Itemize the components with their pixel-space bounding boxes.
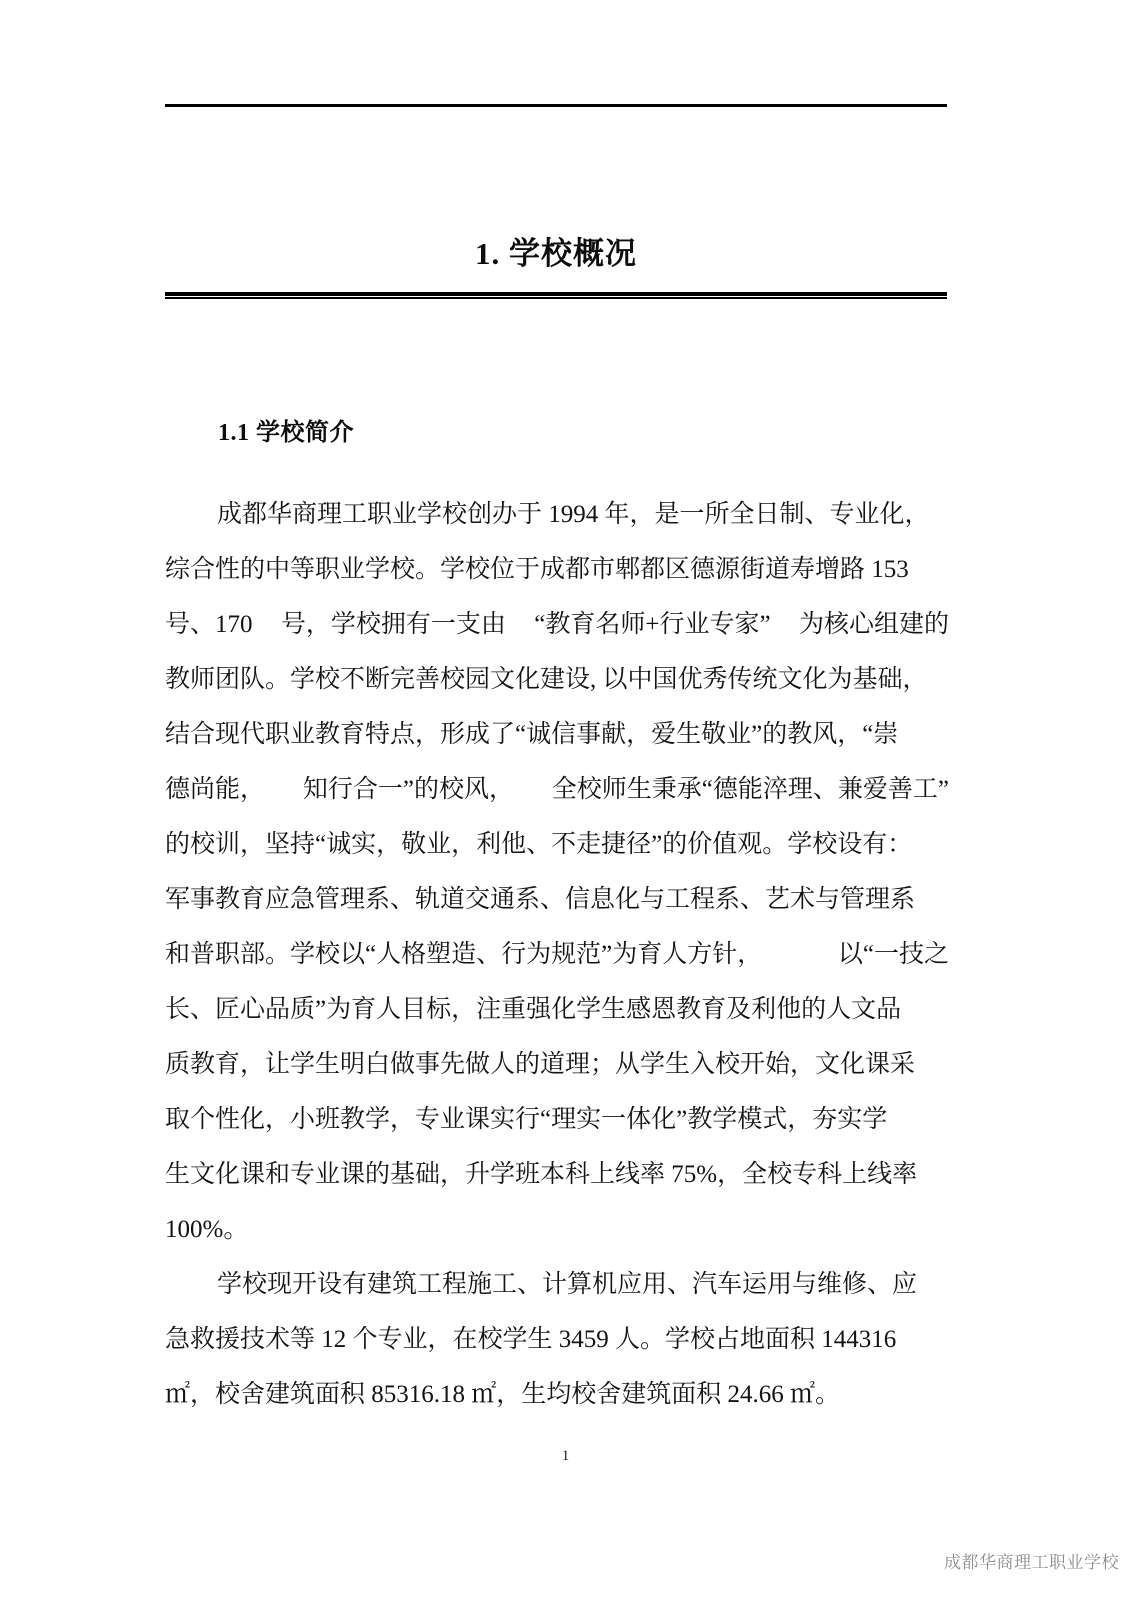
- text-run: 质教育，让学生明白做事先做人的道理；从学生入校开始，文化课采: [165, 1051, 916, 1078]
- text-line: [165, 1147, 949, 1202]
- text-run: 德尚能，: [165, 776, 266, 803]
- body-content: [165, 487, 949, 1422]
- title-double-rule: [165, 292, 947, 299]
- text-run: 长、匠心品质”为育人目标，注重强化学生感恩教育及利他的人文品: [165, 996, 902, 1023]
- text-line: [165, 1257, 949, 1312]
- text-run: 号，学校拥有一支由: [280, 611, 506, 638]
- text-run: 学校现开设有建筑工程施工、计算机应用、汽车运用与维修、应: [217, 1271, 918, 1298]
- text-run: 知行合一”的校风，: [302, 776, 514, 803]
- text-line: [165, 652, 949, 707]
- text-line: [165, 487, 949, 542]
- header-rule: [165, 104, 947, 107]
- page-number: 1: [561, 1448, 570, 1464]
- text-run: 取个性化，小班教学，专业课实行“理实一体化”教学模式，夯实学: [165, 1106, 888, 1133]
- text-run: 成都华商理工职业学校创办于 1994 年，是一所全日制、专业化，: [217, 501, 930, 528]
- text-run: 军事教育应急管理系、轨道交通系、信息化与工程系、艺术与管理系: [165, 886, 916, 913]
- text-run: 教师团队。学校不断完善校园文化建设, 以中国优秀传统文化为基础，: [165, 666, 928, 693]
- text-line: [165, 597, 949, 652]
- page-title: 1. 学校概况: [475, 236, 637, 271]
- title-rule-thin: [165, 297, 947, 299]
- text-line: [165, 762, 949, 817]
- paragraph-school-introduction: [165, 487, 949, 1257]
- text-line: [165, 1037, 949, 1092]
- text-run: 结合现代职业教育特点，形成了“诚信事献，爱生敬业”的教风，“崇: [165, 721, 899, 748]
- text-line: [165, 872, 949, 927]
- text-run: “教育名师+行业专家”: [534, 611, 771, 638]
- text-run: ㎡，校舍建筑面积 85316.18 ㎡，生均校舍建筑面积 24.66 ㎡。: [165, 1381, 841, 1408]
- section-heading: 1.1 学校简介: [218, 420, 354, 446]
- text-run: 为核心组建的: [798, 611, 949, 638]
- text-line: [165, 1312, 949, 1367]
- text-run: 号、170: [165, 611, 253, 638]
- text-line: [165, 1092, 949, 1147]
- text-line: [165, 542, 949, 597]
- text-run: 综合性的中等职业学校。学校位于成都市郫都区德源街道寿增路 153: [165, 556, 909, 583]
- text-run: 以“一技之: [837, 941, 949, 968]
- text-run: 的校训，坚持“诚实，敬业，利他、不走捷径”的价值观。学校设有：: [165, 831, 913, 858]
- text-line: [165, 1202, 949, 1257]
- text-line: [165, 1367, 949, 1422]
- text-line: [165, 927, 949, 982]
- text-run: 生文化课和专业课的基础，升学班本科上线率 75%，全校专科上线率: [165, 1161, 918, 1188]
- text-run: 急救援技术等 12 个专业，在校学生 3459 人。学校占地面积 144316: [165, 1326, 897, 1353]
- text-line: [165, 982, 949, 1037]
- watermark: 成都华商理工职业学校: [944, 1553, 1119, 1572]
- text-line: [165, 817, 949, 872]
- text-run: 全校师生秉承“德能淬理、兼爱善工”: [551, 776, 949, 803]
- paragraph-majors-and-area: [165, 1257, 949, 1422]
- text-line: [165, 707, 949, 762]
- text-run: 和普职部。学校以“人格塑造、行为规范”为育人方针，: [165, 941, 763, 968]
- text-run: 100%。: [165, 1216, 249, 1243]
